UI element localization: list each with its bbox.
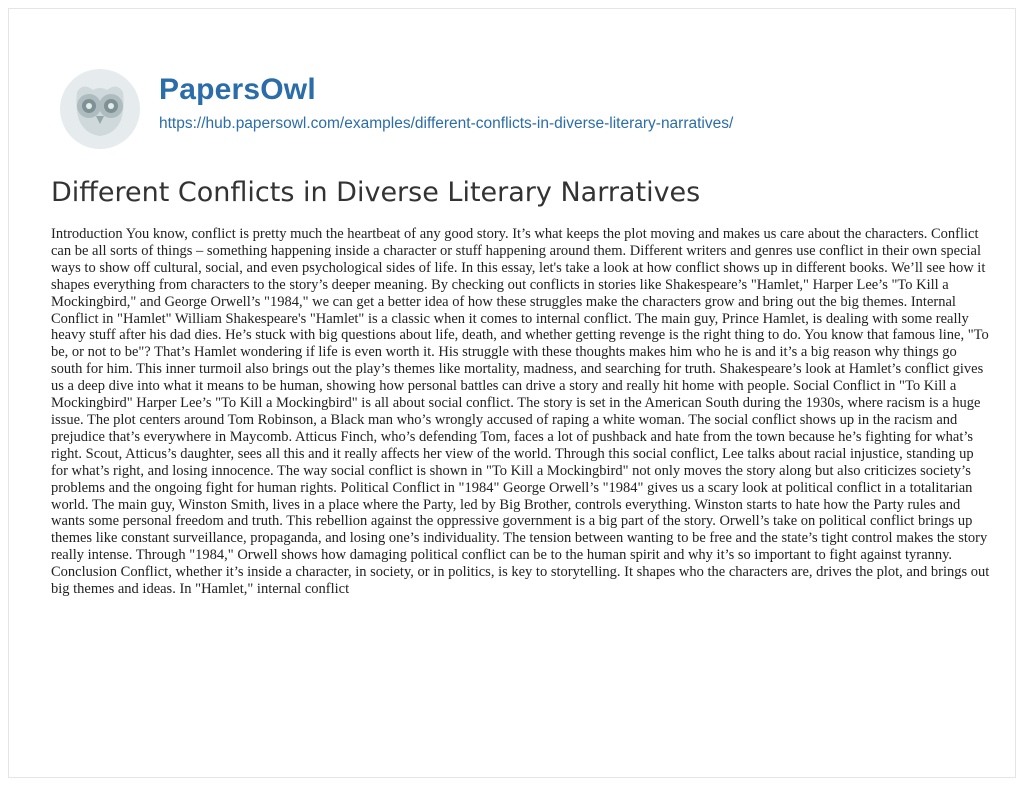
- header: [59, 59, 959, 149]
- page-title: Different Conflicts in Diverse Literary Narratives: [51, 177, 701, 208]
- owl-icon: [59, 68, 141, 150]
- document-page: [8, 8, 1016, 778]
- essay-body: Introduction You know, conflict is pretty much the heartbeat of any good story. It’s what keeps the plot moving and makes us care about the characters. Conflict can be all sorts of things – something happening inside a character or stuff happening around them. Different writers and genres use conflict in their own special ways to show off cultural, social, and even psychological sides of life. In this essay, let's take a look at how conflict shows up in different books. We’ll see how it shapes everything from characters to the story’s deeper meaning. By checking out conflicts in stories like Shakespeare’s "Hamlet," Harper Lee’s "To Kill a Mockingbird," and George Orwell’s "1984," we can get a better idea of how these struggles make the characters grow and bring out the big themes. Internal Conflict in "Hamlet" William Shakespeare's "Hamlet" is a classic when it comes to internal conflict. The main guy, Prince Hamlet, is dealing with some really heavy stuff after his dad dies. He’s stuck with big questions about life, death, and whether getting revenge is the right thing to do. You know that famous line, "To be, or not to be"? That’s Hamlet wondering if life is even worth it. His struggle with these thoughts makes him who he is and it’s a big reason why things go south for him. This inner turmoil also brings out the play’s themes like mortality, madness, and searching for truth. Shakespeare’s look at Hamlet’s conflict gives us a deep dive into what it means to be human, showing how personal battles can drive a story and really hit home with people. Social Conflict in "To Kill a Mockingbird" Harper Lee’s "To Kill a Mockingbird" is all about social conflict. The story is set in the American South during the 1930s, where racism is a huge issue. The plot centers around Tom Robinson, a Black man who’s wrongly accused of raping a white woman. The social conflict shows up in the racism and prejudice that’s everywhere in Maycomb. Atticus Finch, who’s defending Tom, faces a lot of pushback and hate from the town because he’s fighting for what’s right. Scout, Atticus’s daughter, sees all this and it really affects her view of the world. Through this social conflict, Lee talks about racial injustice, standing up for what’s right, and losing innocence. The way social conflict is shown in "To Kill a Mockingbird" not only moves the story along but also criticizes society’s problems and the ongoing fight for human rights. Political Conflict in "1984" George Orwell’s "1984" gives us a scary look at political conflict in a totalitarian world. The main guy, Winston Smith, lives in a place where the Party, led by Big Brother, controls everything. Winston starts to hate how the Party rules and wants some personal freedom and truth. This rebellion against the oppressive government is a big part of the story. Orwell’s take on political conflict brings up themes like constant surveillance, propaganda, and losing one’s individuality. The tension between wanting to be free and the state’s tight control makes the story really intense. Through "1984," Orwell shows how damaging political conflict can be to the human spirit and why it’s so important to fight against tyranny. Conclusion Conflict, whether it’s inside a character, in society, or in politics, is key to storytelling. It shapes who the characters are, drives the plot, and brings out big themes and ideas. In "Hamlet," internal conflict: [51, 226, 990, 598]
- source-url-link[interactable]: https://hub.papersowl.com/examples/different-conflicts-in-diverse-literary-narratives/: [159, 115, 734, 132]
- brand-name: PapersOwl: [159, 73, 316, 106]
